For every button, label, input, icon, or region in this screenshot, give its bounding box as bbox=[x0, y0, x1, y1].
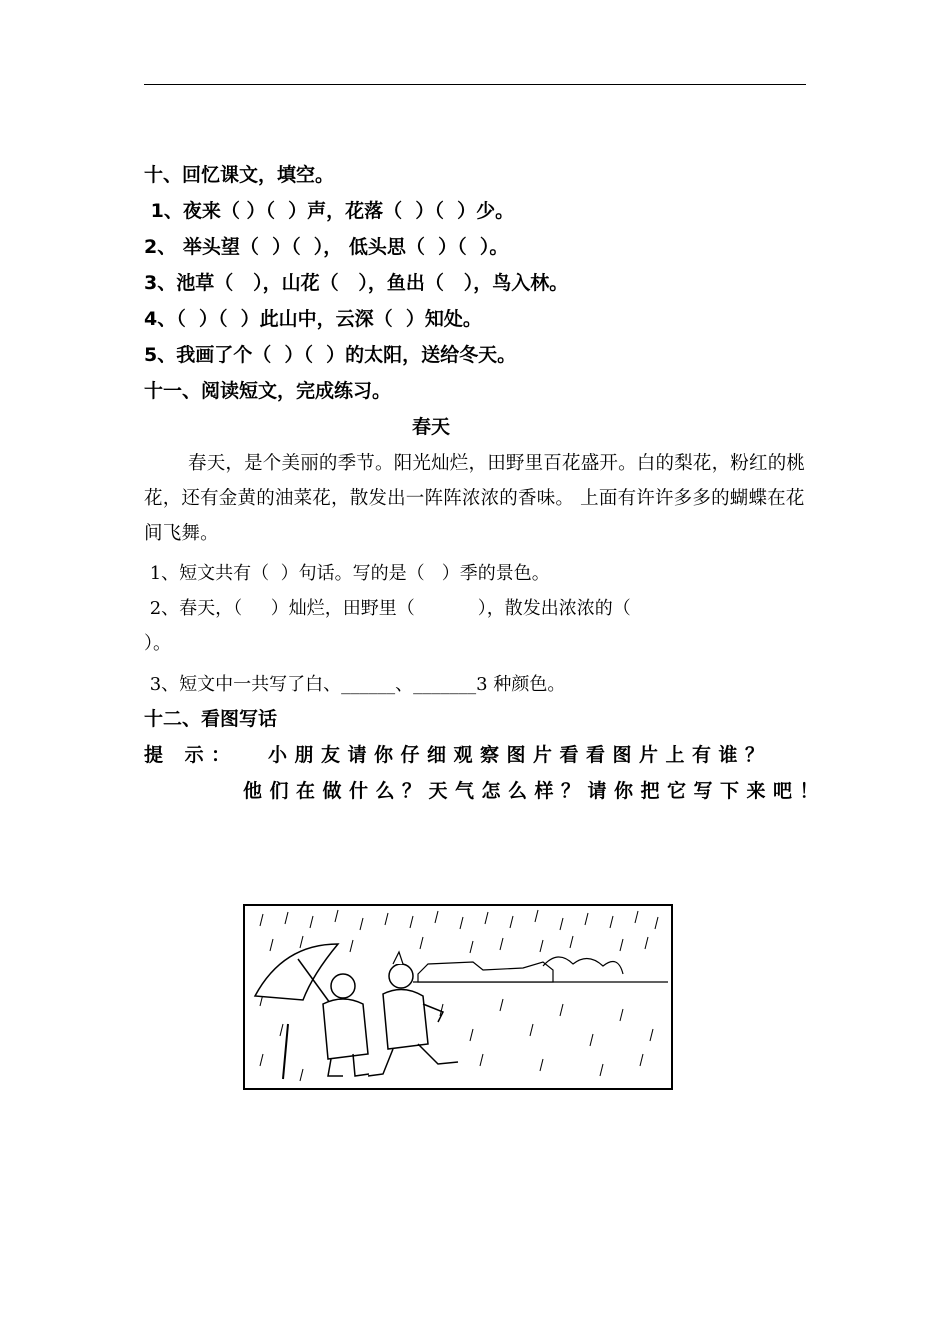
tip-label: 提 示： bbox=[144, 744, 238, 766]
section-11-question-1: 1、短文共有（ ）句话。写的是（ ）季的景色。 bbox=[144, 563, 550, 584]
passage-text: 春天，是个美丽的季节。阳光灿烂，田野里百花盛开。白的梨花，粉红的桃花，还有金黄的油菜花，散发出一阵阵浓浓的香味。 上面有许许多多的蝴蝶在花间飞舞。 bbox=[144, 453, 806, 544]
section-11-heading: 十一、阅读短文，完成练习。 bbox=[144, 380, 392, 402]
section-10-heading: 十、回忆课文，填空。 bbox=[144, 164, 335, 186]
section-12-heading: 十二、看图写话 bbox=[144, 708, 278, 730]
section-10-question-4: 4、（ ）（ ）此山中，云深（ ）知处。 bbox=[144, 308, 482, 330]
section-11-question-2: 2、春天，（ ）灿烂，田野里（ ），散发出浓浓的（ bbox=[144, 598, 631, 619]
passage-title: 春天 bbox=[412, 416, 451, 438]
header-rule bbox=[144, 84, 806, 85]
section-11-question-2-end: ）。 bbox=[144, 633, 171, 654]
section-10-question-3: 3、池草（ ），山花（ ），鱼出（ ），鸟入林。 bbox=[144, 272, 569, 294]
rain-umbrella-illustration-icon bbox=[243, 904, 673, 1090]
tip-line-1: 小朋友请你仔细观察图片看看图片上有谁？ bbox=[268, 744, 772, 766]
section-11-question-3: 3、短文中一共写了白、______、_______3 种颜色。 bbox=[144, 674, 566, 695]
section-10-question-1: 1、夜来（ ）（ ）声，花落（ ）（ ）少。 bbox=[144, 200, 515, 222]
section-10-question-2: 2、 举头望（ ）（ ）， 低头思（ ）（ ）。 bbox=[144, 236, 509, 258]
section-10-question-5: 5、我画了个（ ）（ ）的太阳，送给冬天。 bbox=[144, 344, 517, 366]
tip-line-2: 他们在做什么？天气怎么样？请你把它写下来吧！ bbox=[243, 780, 827, 802]
